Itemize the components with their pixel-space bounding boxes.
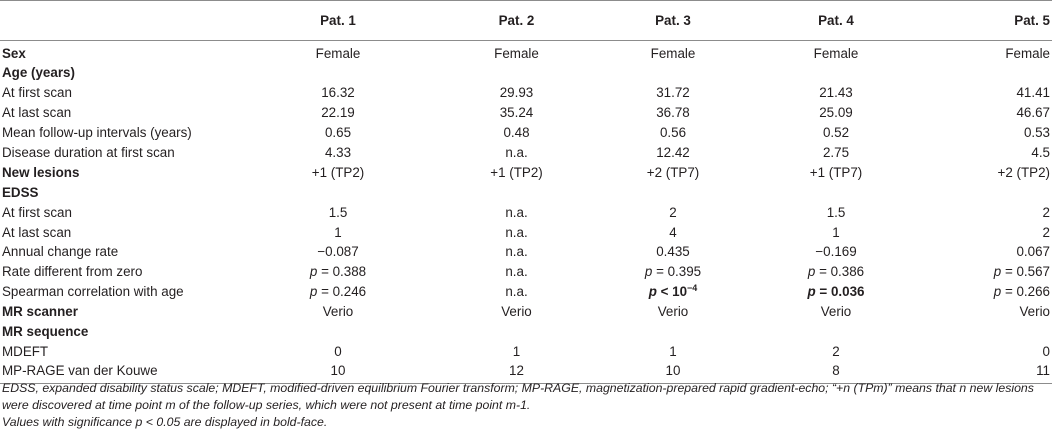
cell-pat-2: n.a. [505, 204, 528, 220]
cell-pat-5 [921, 262, 1052, 282]
row-label: At first scan [2, 85, 72, 101]
cell-pat-3: 0.56 [659, 125, 687, 141]
cell-pat-2: Female [494, 46, 539, 61]
header-pat-2: Pat. 2 [438, 1, 595, 41]
cell-pat-5: 2 [1042, 224, 1050, 240]
cell-pat-3: +2 (TP7) [646, 164, 700, 180]
p-symbol: p [993, 284, 1002, 300]
cell-pat-1: −0.087 [317, 244, 359, 260]
cell-pat-5: 2 [1042, 204, 1050, 220]
cell-pat-2: n.a. [505, 264, 528, 280]
row-label: MP-RAGE van der Kouwe [0, 361, 238, 384]
footnote-significance: Values with significance p < 0.05 are displayed in bold-face. [2, 415, 328, 429]
cell-pat-1: 0 [334, 343, 342, 359]
footnote-abbreviations: EDSS, expanded disability status scale; MDEFT, modified-driven equilibrium Fourier transform; MP-RAGE, magnetization-prepared rapid gradient-echo; “+n (TPm)” means that n new lesions were discovered at time point m of the follow-up series, which were not present at time point m-1. [2, 381, 1034, 412]
row-label: EDSS [2, 184, 39, 200]
row-new-lesions [0, 162, 1052, 182]
cell-pat-1: Verio [322, 304, 354, 320]
row-label: At last scan [2, 224, 72, 240]
p-value-significant: < 10 [660, 284, 688, 300]
cell-pat-5: 46.67 [1016, 105, 1050, 121]
cell-pat-5: +2 (TP2) [997, 164, 1050, 180]
cell-pat-1: 0.65 [324, 125, 352, 141]
cell-pat-2: 35.24 [499, 105, 534, 121]
p-value: = 0.386 [819, 264, 865, 280]
row-age-heading [0, 63, 1052, 83]
cell-pat-3: Female [650, 46, 696, 61]
cell-pat-3: Verio [657, 304, 689, 320]
p-symbol: p [807, 264, 816, 280]
cell-pat-2: n.a. [505, 284, 528, 300]
row-annual-change [0, 242, 1052, 262]
cell-pat-1: 22.19 [321, 105, 355, 121]
row-label: Age (years) [2, 65, 75, 81]
row-label: Rate different from zero [2, 264, 143, 280]
cell-pat-1 [238, 262, 438, 282]
cell-pat-2: n.a. [505, 145, 528, 160]
p-symbol: p [309, 284, 318, 300]
row-followup [0, 123, 1052, 143]
row-disease-duration [0, 143, 1052, 163]
cell-pat-5: 0.067 [1016, 244, 1050, 260]
cell-pat-5: 41.41 [1016, 85, 1050, 101]
cell-pat-4: Female [813, 46, 859, 61]
row-label: At first scan [2, 204, 72, 220]
cell-pat-5: Female [1005, 46, 1050, 61]
row-edss-heading [0, 182, 1052, 202]
row-sex [0, 41, 1052, 64]
cell-pat-2: 0.48 [503, 125, 530, 141]
cell-pat-1: 1 [334, 224, 342, 240]
header-label [0, 1, 238, 41]
row-mr-scanner [0, 302, 1052, 322]
row-label: At last scan [2, 105, 72, 121]
cell-pat-3: 31.72 [656, 85, 690, 101]
cell-pat-4: 1 [832, 224, 840, 240]
cell-pat-2: Verio [501, 304, 532, 320]
p-symbol: p [644, 264, 653, 280]
cell-pat-4: +1 (TP7) [809, 164, 863, 180]
row-label: MDEFT [2, 343, 49, 359]
row-label: Disease duration at first scan [2, 145, 175, 160]
cell-pat-1: 4.33 [324, 145, 352, 160]
row-edss-last-scan [0, 222, 1052, 242]
header-pat-5: Pat. 5 [921, 1, 1052, 41]
cell-pat-2: 1 [512, 343, 521, 359]
cell-pat-4: −0.169 [815, 244, 857, 260]
cell-pat-5: 11 [921, 361, 1052, 384]
cell-pat-1: Female [315, 46, 361, 61]
p-value: = 0.567 [1004, 264, 1050, 280]
row-label: Mean follow-up intervals (years) [2, 125, 192, 141]
cell-pat-3 [595, 282, 751, 302]
cell-pat-3: 0.435 [656, 244, 690, 260]
cell-pat-3: 1 [669, 343, 677, 359]
cell-pat-3: 12.42 [656, 145, 690, 160]
cell-pat-2: +1 (TP2) [490, 164, 543, 180]
p-symbol: p [648, 284, 657, 300]
row-age-last-scan [0, 103, 1052, 123]
cell-pat-3: 2 [669, 204, 677, 220]
table-footnotes [2, 380, 1048, 431]
p-value-significant: = 0.036 [819, 284, 865, 300]
cell-pat-4: 8 [751, 361, 921, 384]
cell-pat-4: 2.75 [822, 145, 850, 160]
cell-pat-3 [595, 262, 751, 282]
row-mdeft [0, 341, 1052, 361]
header-pat-3: Pat. 3 [595, 1, 751, 41]
row-age-first-scan [0, 83, 1052, 103]
p-value: = 0.395 [656, 264, 702, 280]
p-value: = 0.246 [321, 284, 367, 300]
cell-pat-4: 25.09 [819, 105, 853, 121]
p-exponent: −4 [687, 283, 698, 294]
header-row [0, 1, 1052, 41]
cell-pat-4: 2 [832, 343, 840, 359]
cell-pat-4 [751, 282, 921, 302]
row-edss-first-scan [0, 202, 1052, 222]
p-value: = 0.388 [321, 264, 367, 280]
cell-pat-3: 36.78 [656, 105, 690, 121]
cell-pat-4: 1.5 [826, 204, 846, 220]
row-label: Sex [2, 46, 26, 61]
cell-pat-4: Verio [820, 304, 852, 320]
p-symbol: p [807, 284, 816, 300]
cell-pat-5: 0 [1042, 343, 1050, 359]
row-label: MR sequence [2, 324, 89, 340]
cell-pat-1: 16.32 [321, 85, 355, 101]
cell-pat-3: 10 [595, 361, 751, 384]
row-spearman [0, 282, 1052, 302]
header-pat-4: Pat. 4 [751, 1, 921, 41]
cell-pat-5: 4.5 [1031, 145, 1050, 160]
cell-pat-2: n.a. [505, 244, 528, 260]
cell-pat-2: 29.93 [499, 85, 534, 101]
cell-pat-1: 10 [238, 361, 438, 384]
cell-pat-4 [751, 262, 921, 282]
row-label: Spearman correlation with age [2, 284, 184, 300]
row-label: MR scanner [2, 304, 78, 320]
p-value: = 0.266 [1004, 284, 1050, 300]
row-rate-different [0, 262, 1052, 282]
header-pat-1: Pat. 1 [238, 1, 438, 41]
cell-pat-5 [921, 282, 1052, 302]
cell-pat-2: 12 [438, 361, 595, 384]
cell-pat-5: Verio [1019, 304, 1050, 320]
cell-pat-3: 4 [669, 224, 677, 240]
cell-pat-2: n.a. [505, 224, 528, 240]
cell-pat-1: 1.5 [328, 204, 348, 220]
cell-pat-4: 0.52 [822, 125, 850, 141]
p-symbol: p [309, 264, 318, 280]
p-symbol: p [993, 264, 1002, 280]
row-mr-sequence-heading [0, 322, 1052, 342]
cell-pat-4: 21.43 [819, 85, 853, 101]
cell-pat-5: 0.53 [1023, 125, 1050, 141]
row-label: New lesions [2, 164, 80, 180]
cell-pat-1 [238, 282, 438, 302]
row-label: Annual change rate [2, 244, 119, 260]
cell-pat-1: +1 (TP2) [311, 164, 365, 180]
